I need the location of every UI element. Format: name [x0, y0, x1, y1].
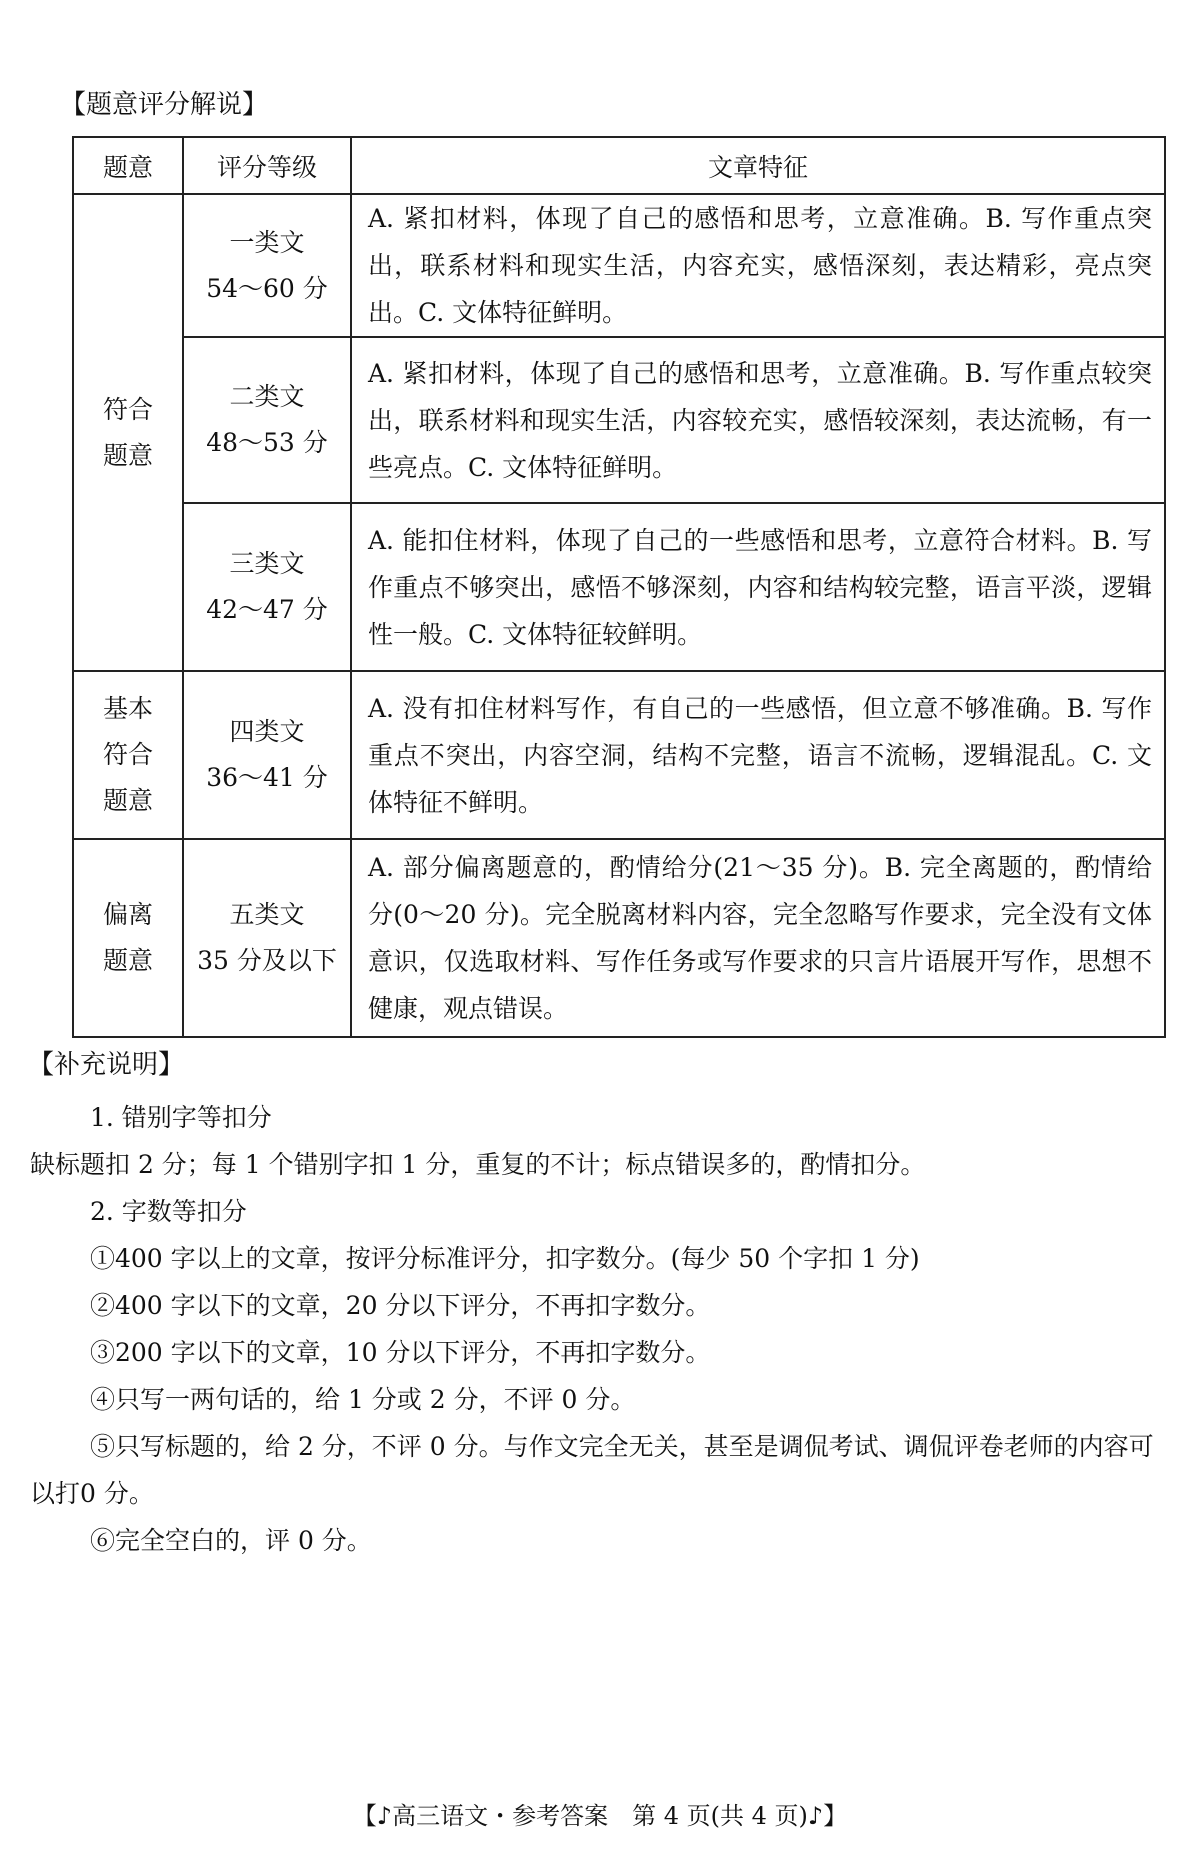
- feature-cell: A. 部分偏离题意的，酌情给分(21～35 分)。B. 完全离题的，酌情给分(0～20 分)。完全脱离材料内容，完全忽略写作要求，完全没有文体意识，仅选取材料、写作任务或写作要求的只言片语展开写作，思想不健康，观点错误。: [351, 839, 1165, 1037]
- level-score: 36～41 分: [206, 763, 328, 792]
- level-name: 五类文: [229, 900, 305, 929]
- level-cell: [183, 194, 351, 337]
- level-score: 48～53 分: [206, 428, 328, 457]
- section-title-grading: 【题意评分解说】: [60, 90, 269, 120]
- level-cell: [183, 503, 351, 671]
- item-heading-typos: 1. 错别字等扣分: [90, 1103, 272, 1132]
- item-text-typos: 缺标题扣 2 分；每 1 个错别字扣 1 分，重复的不计；标点错误多的，酌情扣分。: [30, 1150, 926, 1179]
- item-heading-wordcount: 2. 字数等扣分: [90, 1197, 247, 1226]
- supplement-content: [30, 1094, 1160, 1564]
- level-score: 35 分及以下: [197, 946, 337, 975]
- level-name: 四类文: [229, 717, 305, 746]
- topic-line: 题意: [102, 946, 153, 975]
- table-header-row: [73, 137, 1165, 194]
- rule-item: ③200 字以下的文章，10 分以下评分，不再扣字数分。: [90, 1338, 711, 1367]
- page-footer: 【♪高三语文・参考答案 第 4 页(共 4 页)♪】: [352, 1802, 848, 1830]
- level-cell: [183, 671, 351, 839]
- topic-line: 题意: [102, 440, 153, 470]
- header-topic: 题意: [73, 137, 183, 194]
- topic-line: 题意: [102, 786, 153, 815]
- feature-cell: A. 紧扣材料，体现了自己的感悟和思考，立意准确。B. 写作重点突出，联系材料和现实生活，内容充实，感悟深刻，表达精彩，亮点突出。C. 文体特征鲜明。: [351, 194, 1165, 337]
- feature-cell: A. 能扣住材料，体现了自己的一些感悟和思考，立意符合材料。B. 写作重点不够突出，感悟不够深刻，内容和结构较完整，语言平淡，逻辑性一般。C. 文体特征较鲜明。: [351, 503, 1165, 671]
- level-name: 一类文: [229, 227, 305, 257]
- rule-item: ⑥完全空白的，评 0 分。: [90, 1526, 372, 1555]
- header-level: 评分等级: [183, 137, 351, 194]
- rule-item: ⑤只写标题的，给 2 分，不评 0 分。与作文完全无关，甚至是调侃考试、调侃评卷老师的内容可以打0 分。: [30, 1432, 1154, 1508]
- topic-cell-basic-fit: [73, 671, 183, 839]
- topic-line: 符合: [102, 740, 153, 769]
- table-row: [73, 194, 1165, 337]
- topic-line: 偏离: [102, 900, 153, 929]
- rule-item: ④只写一两句话的，给 1 分或 2 分，不评 0 分。: [90, 1385, 636, 1414]
- table-row: [73, 671, 1165, 839]
- topic-line: 符合: [102, 394, 153, 424]
- level-cell: [183, 839, 351, 1037]
- level-score: 54～60 分: [206, 273, 328, 303]
- topic-cell-fit: [73, 194, 183, 671]
- topic-line: 基本: [102, 694, 153, 723]
- table-row: [73, 337, 1165, 503]
- level-name: 三类文: [229, 549, 305, 578]
- level-score: 42～47 分: [206, 595, 328, 624]
- feature-cell: A. 没有扣住材料写作，有自己的一些感悟，但立意不够准确。B. 写作重点不突出，内容空洞，结构不完整，语言不流畅，逻辑混乱。C. 文体特征不鲜明。: [351, 671, 1165, 839]
- topic-cell-deviate: [73, 839, 183, 1037]
- table-row: [73, 503, 1165, 671]
- grading-table: [72, 136, 1166, 1038]
- feature-cell: A. 紧扣材料，体现了自己的感悟和思考，立意准确。B. 写作重点较突出，联系材料和现实生活，内容较充实，感悟较深刻，表达流畅，有一些亮点。C. 文体特征鲜明。: [351, 337, 1165, 503]
- table-row: [73, 839, 1165, 1037]
- header-feature: 文章特征: [351, 137, 1165, 194]
- section-title-supplement: 【补充说明】: [28, 1050, 185, 1080]
- level-name: 二类文: [229, 382, 305, 411]
- level-cell: [183, 337, 351, 503]
- rule-item: ①400 字以上的文章，按评分标准评分，扣字数分。(每少 50 个字扣 1 分): [90, 1244, 920, 1273]
- rule-item: ②400 字以下的文章，20 分以下评分，不再扣字数分。: [90, 1291, 711, 1320]
